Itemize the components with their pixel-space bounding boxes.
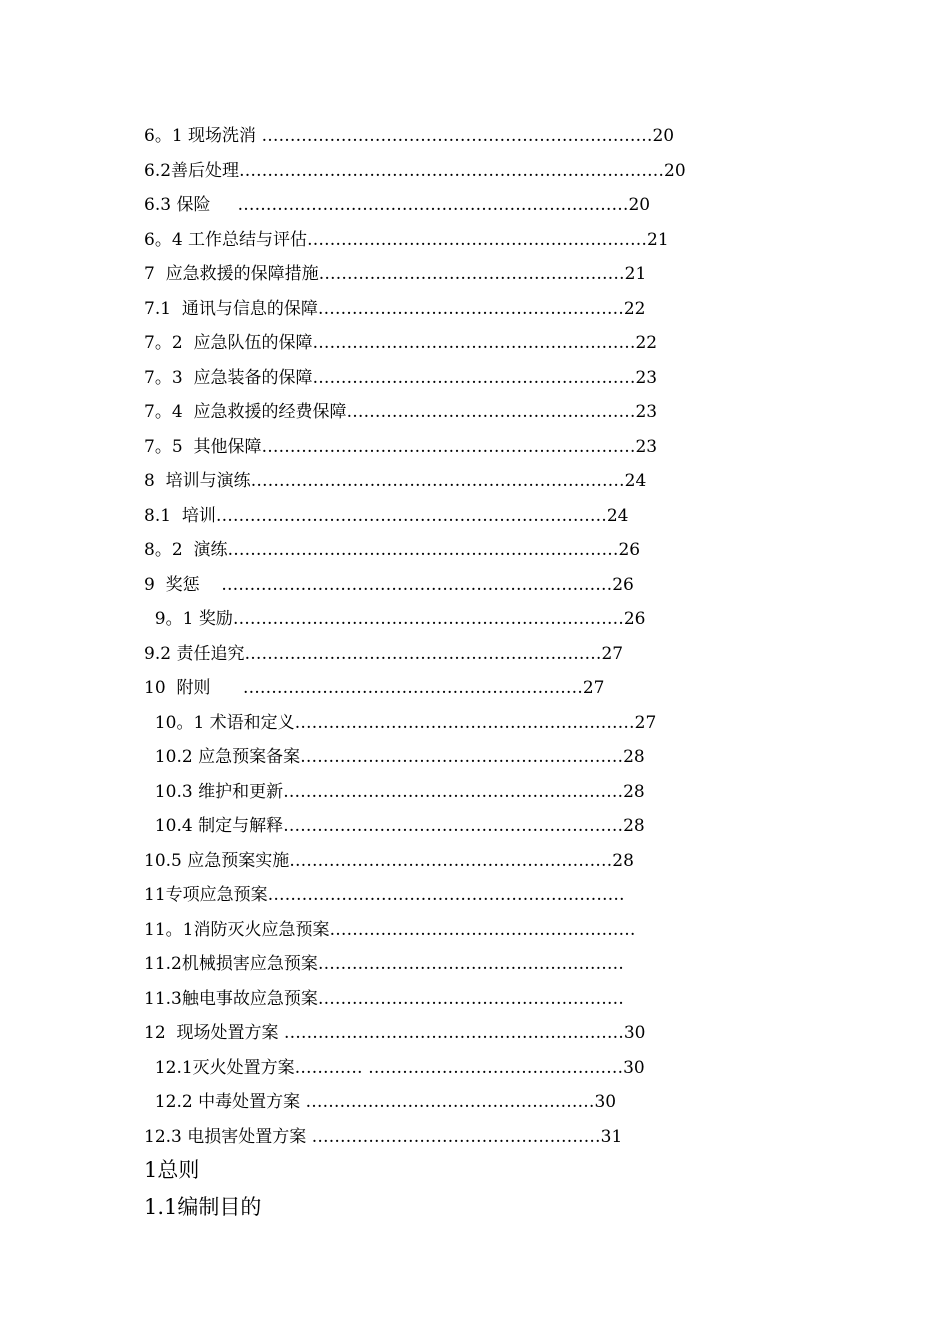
toc-entry[interactable]: 7。2 应急队伍的保障…………………………………………………22 <box>144 333 658 353</box>
toc-entry[interactable]: 9 奖惩 ……………………………………………………………26 <box>144 575 634 595</box>
toc-entry[interactable]: 7 应急救援的保障措施………………………………………………21 <box>144 264 647 284</box>
toc-entry[interactable]: 8。2 演练……………………………………………………………26 <box>144 540 641 560</box>
toc-entry[interactable]: 11.3触电事故应急预案……………………………………………… <box>144 989 624 1009</box>
toc-entry[interactable]: 6.3 保险 ……………………………………………………………20 <box>144 195 651 215</box>
toc-entry[interactable]: 6。4 工作总结与评估……………………………………………………21 <box>144 230 669 250</box>
toc-entry[interactable]: 8 培训与演练…………………………………………………………24 <box>144 471 647 491</box>
toc-entry[interactable]: 10.4 制定与解释……………………………………………………28 <box>144 816 645 836</box>
toc-entry[interactable]: 11.2机械损害应急预案……………………………………………… <box>144 954 624 974</box>
toc-entry[interactable]: 6。1 现场洗消 ……………………………………………………………20 <box>144 126 675 146</box>
toc-entry[interactable]: 12 现场处置方案 ……………………………………………………30 <box>144 1023 646 1043</box>
toc-entry[interactable]: 9。1 奖励……………………………………………………………26 <box>144 609 646 629</box>
toc-entry[interactable]: 7.1 通讯与信息的保障………………………………………………22 <box>144 299 646 319</box>
toc-entry[interactable]: 7。3 应急装备的保障…………………………………………………23 <box>144 368 658 388</box>
toc-entry[interactable]: 10 附则 ……………………………………………………27 <box>144 678 605 698</box>
toc-entry[interactable]: 12.2 中毒处置方案 ……………………………………………30 <box>144 1092 617 1112</box>
section-heading-1: 1总则 <box>144 1158 200 1182</box>
toc-entry[interactable]: 10.3 维护和更新……………………………………………………28 <box>144 782 645 802</box>
toc-entry[interactable]: 9.2 责任追究………………………………………………………27 <box>144 644 624 664</box>
toc-entry[interactable]: 10.2 应急预案备案…………………………………………………28 <box>144 747 645 767</box>
toc-entry[interactable]: 10。1 术语和定义……………………………………………………27 <box>144 713 657 733</box>
toc-entry[interactable]: 11专项应急预案……………………………………………………… <box>144 885 625 905</box>
toc-entry[interactable]: 6.2善后处理…………………………………………………………………20 <box>144 161 686 181</box>
toc-entry[interactable]: 11。1消防灭火应急预案……………………………………………… <box>144 920 636 940</box>
toc-entry[interactable]: 7。4 应急救援的经费保障……………………………………………23 <box>144 402 658 422</box>
toc-entry[interactable]: 8.1 培训……………………………………………………………24 <box>144 506 629 526</box>
toc-entry[interactable]: 12.3 电损害处置方案 ……………………………………………31 <box>144 1127 623 1147</box>
toc-entry[interactable]: 12.1灭火处置方案………… ………………………………………30 <box>144 1058 645 1078</box>
section-heading-1-1: 1.1编制目的 <box>144 1195 262 1219</box>
toc-entry[interactable]: 10.5 应急预案实施…………………………………………………28 <box>144 851 634 871</box>
toc-entry[interactable]: 7。5 其他保障…………………………………………………………23 <box>144 437 658 457</box>
